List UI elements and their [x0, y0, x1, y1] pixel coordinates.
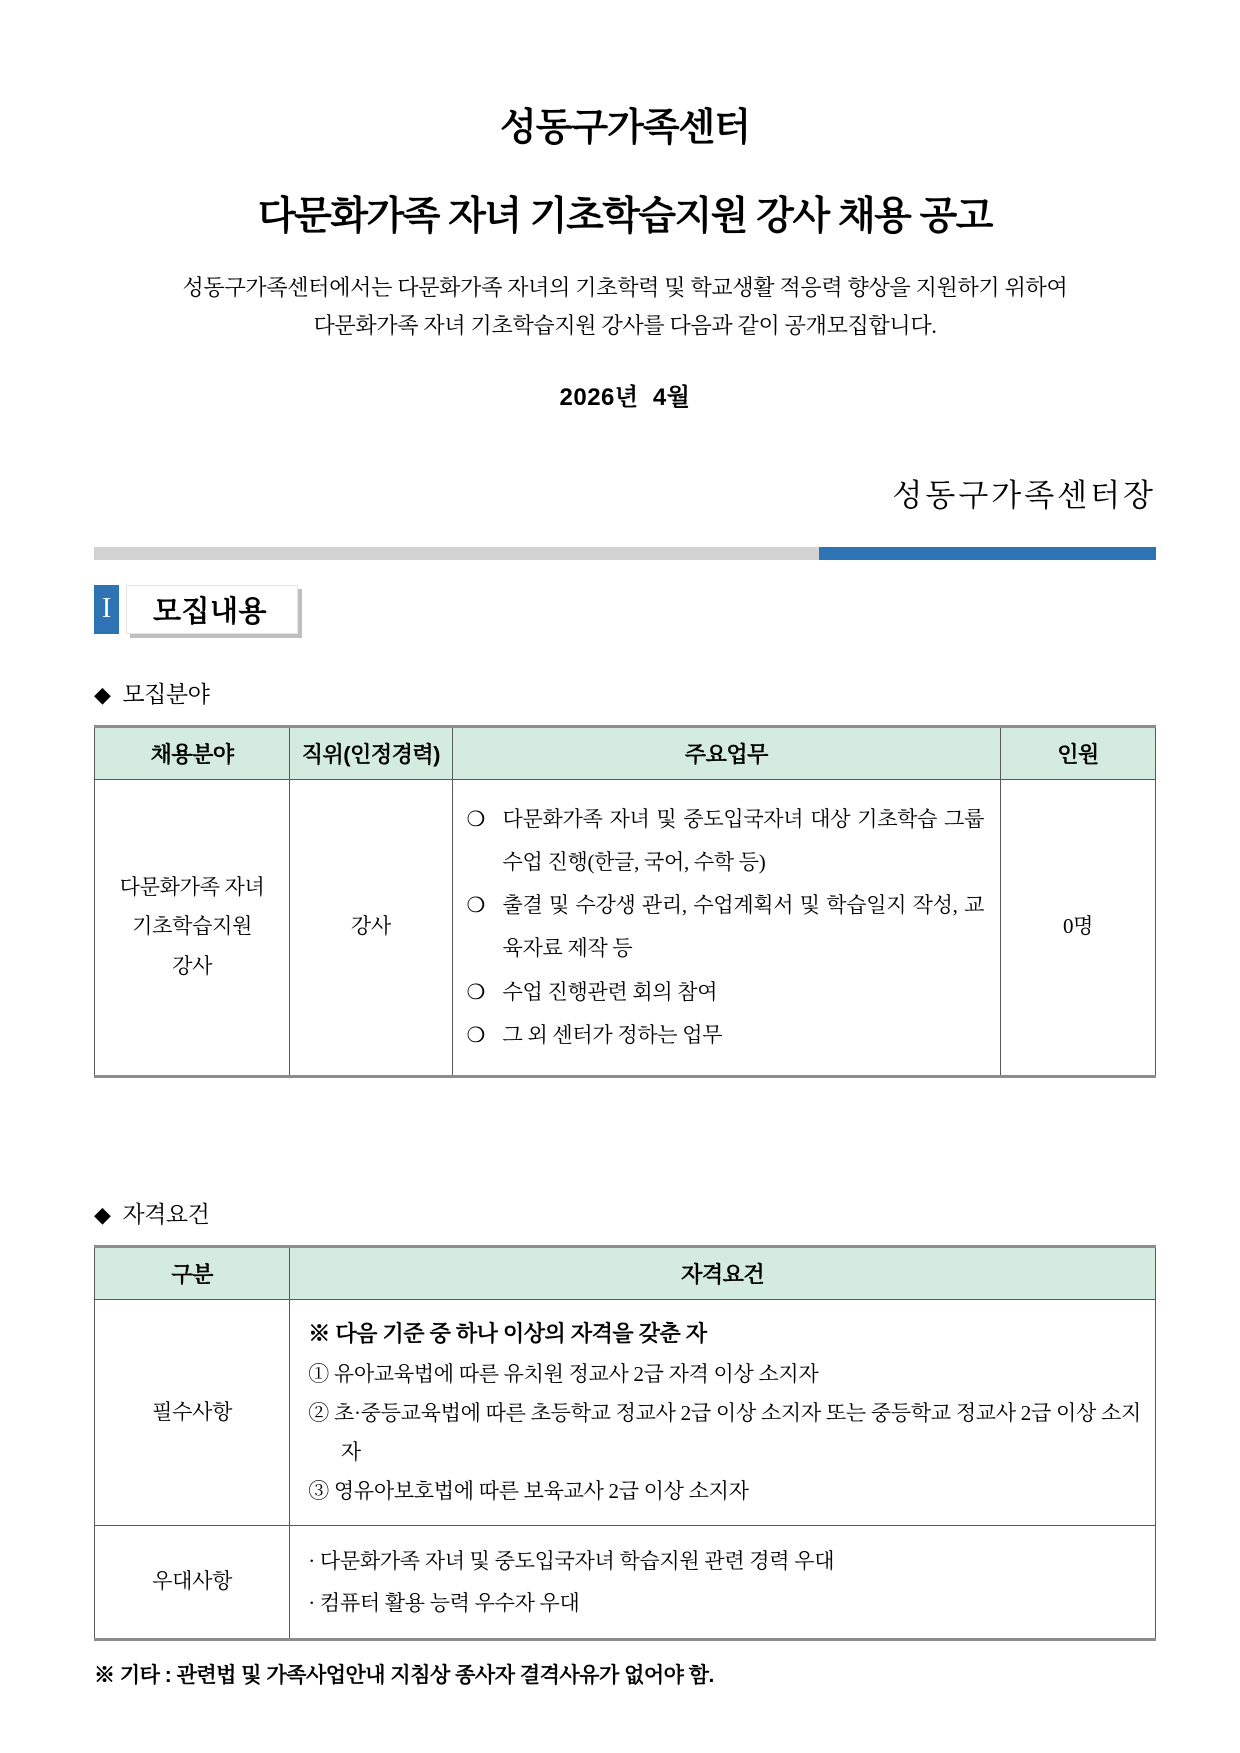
required-item: ② 초·중등교육법에 따른 초등학교 정교사 2급 이상 소지자 또는 중등학교 정교사 2급 이상 소지자 — [308, 1401, 1141, 1465]
divider-blue-segment — [819, 547, 1156, 560]
qualification-table-header-row — [95, 1247, 1156, 1300]
circle-bullet-icon: ❍ — [466, 1022, 486, 1047]
col-header-category: 구분 — [95, 1247, 290, 1300]
col-header-position: 직위(인정경력) — [290, 726, 452, 779]
page-title: 성동구가족센터 — [500, 107, 750, 149]
cell-duties — [452, 779, 1001, 1077]
cell-preferred-category: 우대사항 — [95, 1526, 290, 1640]
qualification-label-text: 자격요건 — [122, 1201, 210, 1228]
col-header-requirements: 자격요건 — [290, 1247, 1156, 1300]
section-numeral-badge: I — [94, 585, 119, 634]
qualification-label — [94, 1196, 1156, 1229]
recruit-table — [94, 725, 1156, 1079]
recruit-field-label-text: 모집분야 — [122, 680, 210, 707]
duty-item — [467, 1014, 989, 1057]
circle-bullet-icon: ❍ — [466, 893, 486, 918]
document-date: 2026년 4월 — [559, 383, 691, 411]
section-header — [94, 585, 1156, 634]
duty-text: 출결 및 수강생 관리, 수업계획서 및 학습일지 작성, 교육자료 제작 등 — [502, 893, 985, 961]
cell-field-line-2: 기초학습지원 — [132, 914, 253, 939]
preferred-row — [95, 1526, 1156, 1640]
duty-text: 다문화가족 자녀 및 중도입국자녀 대상 기초학습 그룹수업 진행(한글, 국어, 수학 등) — [502, 806, 985, 874]
recruit-table-header-row — [95, 726, 1156, 779]
col-header-duties: 주요업무 — [452, 726, 1001, 779]
col-header-field: 채용분야 — [95, 726, 290, 779]
cell-required-category: 필수사항 — [95, 1300, 290, 1526]
required-item: ① 유아교육법에 따른 유치원 정교사 2급 자격 이상 소지자 — [308, 1362, 819, 1387]
preferred-item: · 컴퓨터 활용 능력 우수자 우대 — [308, 1591, 580, 1616]
cell-field-line-1: 다문화가족 자녀 — [119, 874, 265, 899]
page-subtitle: 다문화가족 자녀 기초학습지원 강사 채용 공고 — [258, 195, 992, 238]
cell-headcount: 0명 — [1001, 779, 1156, 1077]
cell-field — [95, 779, 290, 1077]
required-item: ③ 영유아보호법에 따른 보육교사 2급 이상 소지자 — [308, 1479, 749, 1504]
intro-line-2: 다문화가족 자녀 기초학습지원 강사를 다음과 같이 공개모집합니다. — [313, 312, 937, 338]
required-row — [95, 1300, 1156, 1526]
section-title: 모집내용 — [126, 585, 298, 634]
intro-paragraph — [94, 269, 1156, 345]
divider-bar — [94, 547, 1156, 560]
col-header-headcount: 인원 — [1001, 726, 1156, 779]
recruit-table-row — [95, 779, 1156, 1077]
cell-required-content — [290, 1300, 1156, 1526]
duty-item — [467, 798, 989, 885]
cell-position: 강사 — [290, 779, 452, 1077]
divider-gray-segment — [94, 547, 819, 560]
duty-item — [467, 884, 989, 971]
diamond-bullet-icon: ◆ — [94, 681, 111, 707]
duty-item — [467, 971, 989, 1014]
duty-text: 수업 진행관련 회의 참여 — [502, 979, 718, 1004]
preferred-item: · 다문화가족 자녀 및 중도입국자녀 학습지원 관련 경력 우대 — [308, 1549, 835, 1574]
cell-field-line-3: 강사 — [172, 954, 213, 979]
circle-bullet-icon: ❍ — [466, 979, 486, 1004]
duty-text: 그 외 센터가 정하는 업무 — [502, 1022, 723, 1047]
intro-line-1: 성동구가족센터에서는 다문화가족 자녀의 기초학력 및 학교생활 적응력 향상을 지원하기 위하여 — [182, 275, 1068, 300]
qualification-table — [94, 1245, 1156, 1641]
cell-preferred-content — [290, 1526, 1156, 1640]
required-heading: ※ 다음 기준 중 하나 이상의 자격을 갖춘 자 — [308, 1321, 707, 1347]
issuer-signature: 성동구가족센터장 — [892, 477, 1156, 513]
footer-note: ※ 기타 : 관련법 및 가족사업안내 지침상 종사자 결격사유가 없어야 함. — [94, 1664, 714, 1688]
recruit-field-label — [94, 676, 1156, 709]
circle-bullet-icon: ❍ — [466, 806, 486, 831]
diamond-bullet-icon: ◆ — [94, 1202, 111, 1228]
